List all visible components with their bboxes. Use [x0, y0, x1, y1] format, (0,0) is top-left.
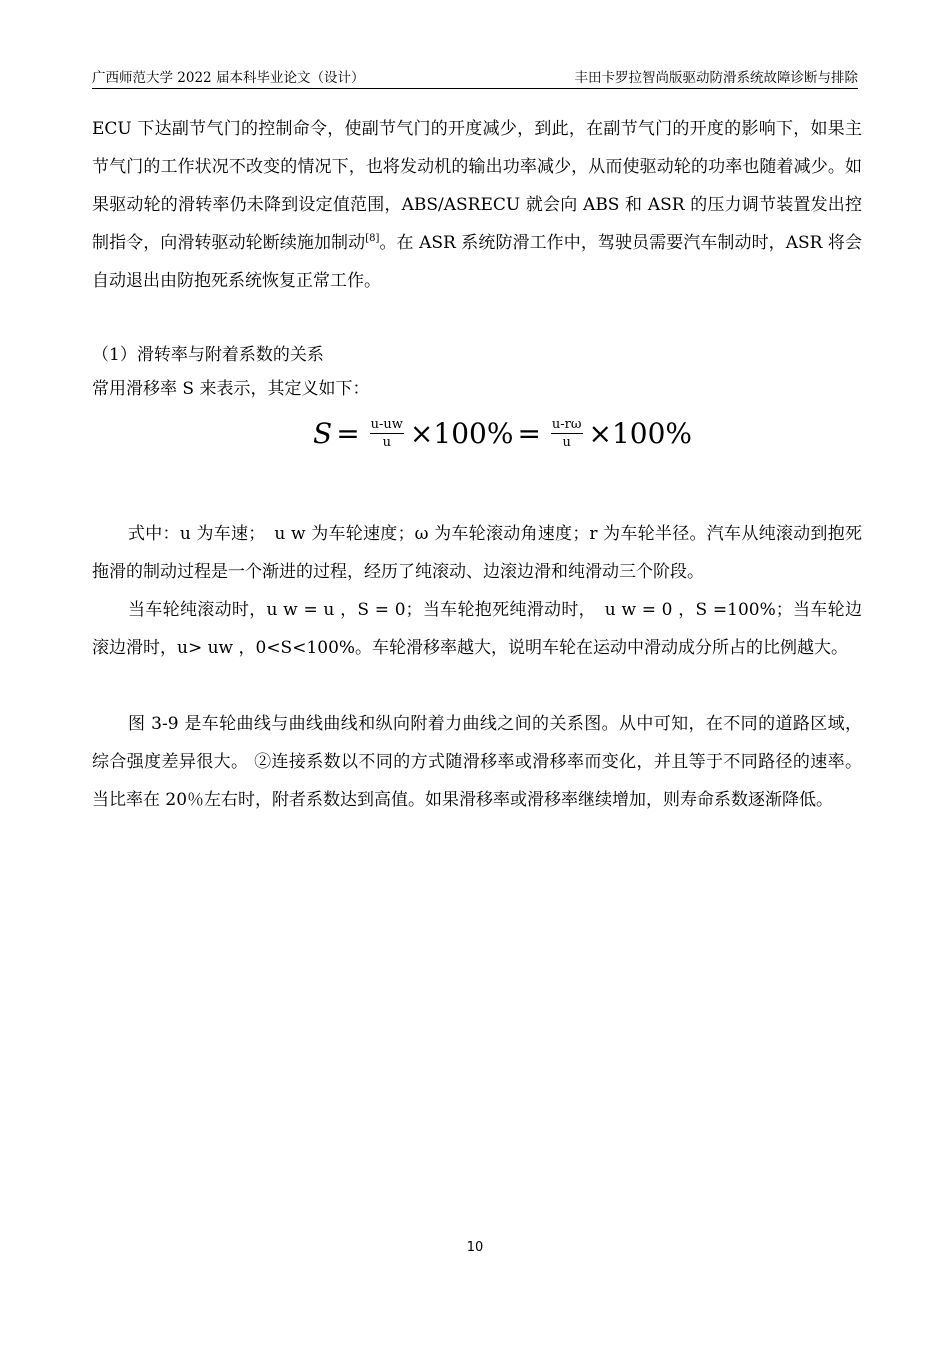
figure-paragraph: 图 3-9 是车轮曲线与曲线曲线和纵向附着力曲线之间的关系图。从中可知，在不同的道路区域，综合强度差异很大。 ②连接系数以不同的方式随滑移率或滑移率而变化，并且等于不同路径的速率。当比率在 20％左右时，附者系数达到高值。如果滑移率或滑移率继续增加，则寿命系数逐渐降低。 [92, 714, 862, 810]
slip-rate-formula [313, 408, 692, 458]
header-right-title: 丰田卡罗拉智尚版驱动防滑系统故障诊断与排除 [574, 70, 858, 86]
fraction-2-denominator: u [562, 434, 571, 450]
formula-lhs: S [313, 416, 333, 450]
formula-times-1: ×100% [409, 416, 514, 450]
citation-ref: [8] [365, 233, 380, 244]
intro-text-after: 。在 ASR 系统防滑工作中，驾驶员需要汽车制动时，ASR 将会自动退出由防抱死系统恢复正常工作。 [92, 233, 863, 291]
page-number: 10 [466, 1240, 484, 1255]
header-left-title: 广西师范大学 2022 届本科毕业论文（设计） [92, 70, 365, 86]
definition-line: 常用滑移率 S 来表示，其定义如下： [92, 379, 370, 399]
fraction-1-numerator: u-uw [370, 416, 403, 432]
fraction-1-denominator: u [382, 434, 391, 450]
symbols-paragraph: 式中：u 为车速； u w 为车轮速度；ω 为车轮滚动角速度；r 为车轮半径。汽车从纯滚动到抱死拖滑的制动过程是一个渐进的过程，经历了纯滚动、边滚边滑和纯滑动三个阶段。 [92, 524, 862, 582]
formula-fraction-1 [370, 418, 404, 449]
stages-paragraph: 当车轮纯滚动时，u w = u ，S = 0；当车轮抱死纯滑动时， u w = 0 ，S =100%；当车轮边滚边滑时，u> uw ，0<S<100%。车轮滑移率越大，说明车轮在运动中滑动成分所占的比例越大。 [92, 600, 862, 658]
formula-equals-2: = [517, 416, 541, 450]
intro-text: ECU 下达副节气门的控制命令，使副节气门的开度减少，到此，在副节气门的开度的影响下，如果主节气门的工作状况不改变的情况下，也将发动机的输出功率减少，从而使驱动轮的功率也随着减少。如果驱动轮的滑转率仍未降到设定值范围，ABS/ASRECU 就会向 ABS 和 ASR 的压力调节装置发出控制指令，向滑转驱动轮断续施加制动 [92, 119, 862, 253]
formula-fraction-2 [551, 418, 583, 449]
intro-paragraph [92, 110, 862, 300]
formula-times-2: ×100% [588, 416, 693, 450]
fraction-2-numerator: u-rω [551, 416, 582, 432]
page-header [92, 66, 858, 89]
section-title: （1）滑转率与附着系数的关系 [92, 345, 324, 365]
formula-equals-1: = [336, 416, 360, 450]
